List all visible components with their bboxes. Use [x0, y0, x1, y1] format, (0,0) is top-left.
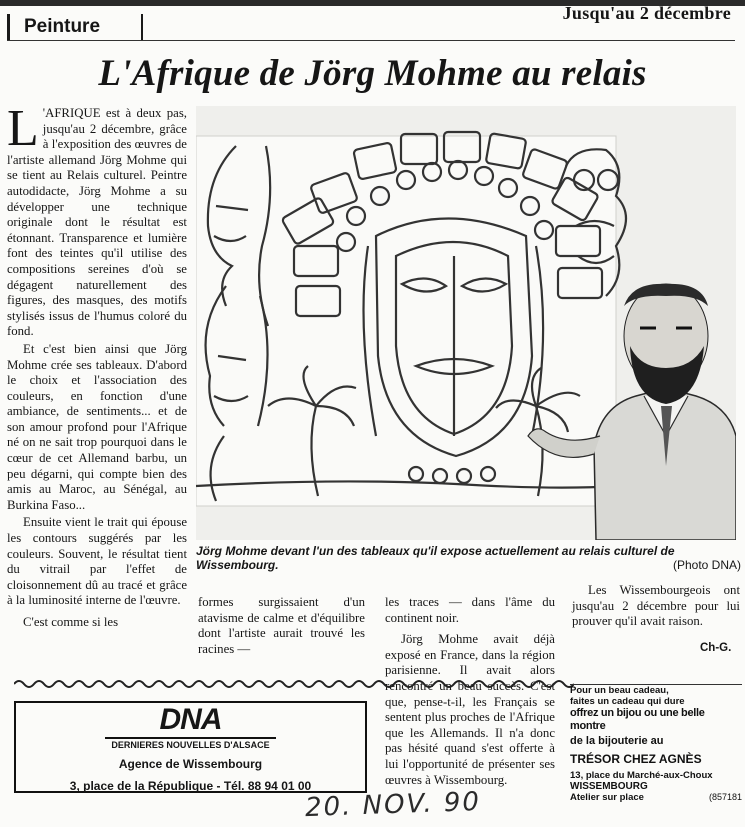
section-rubric: Peinture	[7, 14, 143, 40]
ad-address: 13, place du Marché-aux-Choux	[570, 770, 713, 781]
ad-line: Pour un beau cadeau,	[570, 685, 669, 696]
byline: Ch-G.	[700, 642, 732, 654]
photo-credit: (Photo DNA)	[672, 558, 741, 572]
paragraph: les traces — dans l'âme du continent noir.	[385, 595, 555, 625]
article-column-3	[385, 595, 555, 788]
ad-line: faites un cadeau qui dure	[570, 696, 685, 707]
photo-caption	[196, 544, 741, 572]
dna-subtitle: DERNIERES NOUVELLES D'ALSACE	[105, 737, 275, 750]
dna-address: 3, place de la République - Tél. 88 94 01 00	[69, 779, 312, 793]
artwork-photo	[196, 106, 736, 540]
drop-cap: L	[7, 100, 39, 157]
jewelry-advertisement	[570, 684, 742, 803]
dna-agency-box	[14, 701, 367, 793]
paragraph: Et c'est bien ainsi que Jörg Mohme crée ses tableaux. D'abord le choix et l'association des couleurs, en fonction d'une ambiance, de sentiments... et de son amour profond pour l'Afrique né on ne sait trop pourquoi dans le cœur de cet Allemand barbu, un peu dégarni, qui compte bien des amis au Maroc, au Sénégal, au Burkina Faso...	[7, 341, 187, 512]
paragraph-intro: L 'AFRIQUE est à deux pas, jusqu'au 2 décembre, grâce à l'exposition des œuvres de l'artiste allemand Jörg Mohme qui se tient au Relais culturel. Peintre autodidacte, Jörg Mohme a su développer une technique originale dont le résultat est étonnant. Transparence et lumière font des teintes qu'il utilise des compositions sereines d'où se dégagent naturellement des figures, des masques, des motifs stylisés issus de l'humus coloré du fond.	[7, 100, 187, 339]
article-column-2	[198, 595, 365, 657]
ad-line: offrez un bijou ou une belle montre	[570, 707, 705, 732]
article-column-4	[572, 583, 740, 630]
paragraph: Les Wissembourgeois ont jusqu'au 2 décembre pour lui prouver qu'il avait raison.	[572, 583, 740, 629]
paragraph: Ensuite vient le trait qui épouse les contours suggérés par les couleurs. Souvent, le résultat tient du vitrail par l'effet de cloisonnement dû au tracé et grâce à la luminosité interne de l'œuvre.	[7, 515, 187, 608]
article-column-1	[7, 100, 187, 631]
dna-agency-name: Agence de Wissembourg	[118, 757, 263, 771]
ad-line: de la bijouterie au	[570, 735, 664, 747]
caption-text: Jörg Mohme devant l'un des tableaux qu'il expose actuellement au relais culturel de Wissembourg.	[196, 544, 675, 572]
dna-logo: DNA	[159, 703, 222, 736]
ad-line: Atelier sur place (857181	[570, 792, 742, 803]
painting-illustration	[196, 106, 736, 540]
handwritten-date: 20. NOV. 90	[304, 786, 482, 824]
dateline: Jusqu'au 2 décembre	[562, 3, 731, 23]
headline: L'Afrique de Jörg Mohme au relais	[98, 53, 647, 94]
paragraph: formes surgissaient d'un atavisme de calme et d'équilibre dont l'artiste aurait trouvé les racines —	[198, 595, 365, 656]
paragraph: C'est comme si les	[23, 615, 119, 629]
wavy-divider	[14, 678, 574, 690]
header-rule	[7, 40, 735, 41]
ad-town: WISSEMBOURG	[570, 781, 648, 792]
paragraph: Jörg Mohme avait déjà exposé en France, dans la région parisienne. Il avait alors rencontré un beau succès. C'est que, pense-t-il, les Français se sentent plus proches de l'Afrique que les Allemands. Il n'a donc pas hésité quand s'est offerte à lui l'opportunité de présenter ses œuvres à Wissembourg.	[385, 632, 555, 787]
ad-shop-name: TRÉSOR CHEZ AGNÈS	[570, 752, 702, 766]
ad-reference: (857181	[708, 792, 742, 802]
